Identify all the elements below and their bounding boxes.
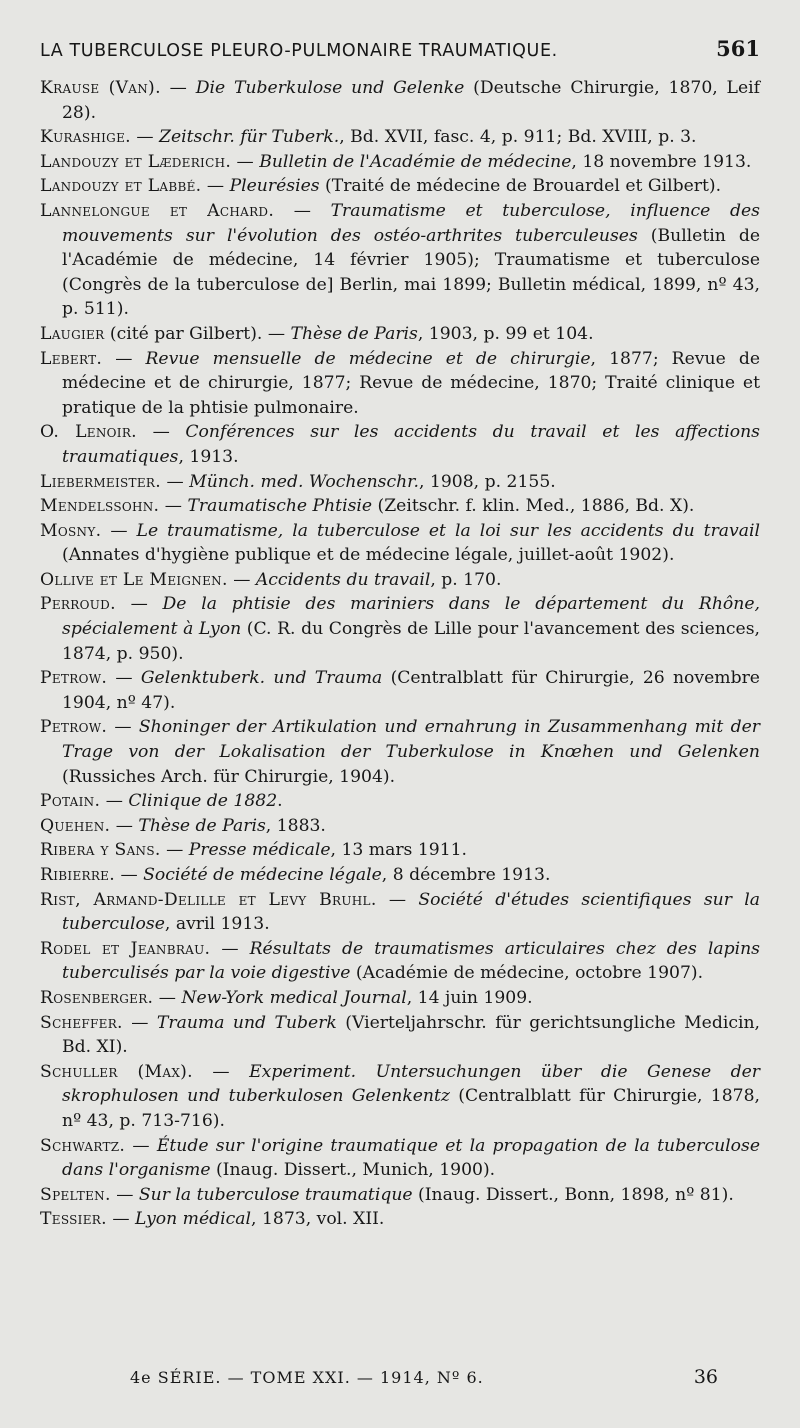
reference-details: , p. 170. [430,569,502,590]
reference-entry [40,888,760,937]
reference-entry [40,322,760,347]
reference-title: Société d'études scientifiques sur la tuberculose [62,889,760,935]
reference-entry [40,789,760,814]
reference-details: , 8 décembre 1913. [381,865,551,885]
reference-entry [40,470,760,495]
reference-title: Thèse de Paris [138,815,266,836]
reference-separator: — [107,668,141,689]
reference-author: Landouzy et Læderich. [40,151,232,172]
reference-details: (Académie de médecine, octobre 1907). [350,963,704,984]
reference-details: , 1908, p. 2155. [418,471,556,492]
reference-title: Zeitschr. für Tuberk. [159,127,340,148]
reference-author: Ollive et Le Meignen. [40,569,228,590]
reference-author: Petrow. [40,668,108,689]
reference-author: Scheffer. [40,1012,123,1033]
reference-details: , Bd. XVII, fasc. 4, p. 911; Bd. XVIII, p. 3. [339,127,697,148]
reference-details: , 1877; Revue de médecine et de chirurgie, 1877; Revue de médecine, 1870; Traité clinique et pratique de la phtisie pulmonaire. [62,348,760,418]
reference-entry [40,76,760,125]
reference-author: Spelten. [40,1184,111,1205]
running-header [40,36,760,76]
reference-details: (Russiches Arch. für Chirurgie, 1904). [62,766,396,787]
reference-details: (Centralblatt für Chirurgie, 1878, nº 43, p. 713-716). [62,1086,760,1131]
reference-details: (Traité de médecine de Brouardel et Gilbert). [319,176,722,197]
reference-details: , 1873, vol. XII. [251,1209,385,1230]
reference-separator: — [115,865,144,885]
reference-author: Potain. [40,791,101,812]
reference-separator: — [201,176,230,197]
reference-details: (Annates d'hygiène publique et de médecine légale, juillet-août 1902). [62,545,675,566]
reference-separator: (cité par Gilbert). — [104,323,291,344]
reference-author: Quehen. [40,815,111,836]
reference-entry [40,174,760,199]
reference-title: Shoninger der Artikulation und ernahrung in Zusammenhang mit der Trage von der Lokalisation der Tuberkulose in Knœhen und Gelenken [62,717,760,763]
reference-author: Rist, Armand-Delille et Levy Bruhl. [40,889,377,910]
reference-entry [40,1183,760,1208]
reference-title: Lyon médical [134,1209,252,1230]
reference-author: Lannelongue et Achard. [40,200,275,221]
reference-author: Ribierre. [40,865,115,885]
reference-author: Schwartz. [40,1135,126,1156]
reference-entry [40,494,760,519]
reference-title: Bulletin de l'Académie de médecine [259,151,572,172]
reference-entry [40,937,760,986]
reference-details: , avril 1913. [164,914,270,935]
reference-details: (Inaug. Dissert., Bonn, 1898, nº 81). [412,1184,734,1205]
reference-separator: — [100,791,129,812]
reference-details: (Bulletin de l'Académie de médecine, 14 février 1905); Traumatisme et tuberculose (Congrès de la tuberculose de] Berlin, mai 1899; Bulletin médical, 1899, nº 43, p. 511). [62,225,760,320]
reference-title: Pleurésies [229,176,320,197]
reference-title: Sur la tuberculose traumatique [138,1184,413,1205]
sheet-number: 36 [693,1366,718,1388]
reference-entry [40,347,760,421]
reference-details: . [277,791,283,812]
printer-signature: 4e SÉRIE. — TOME XXI. — 1914, Nº 6. [130,1368,484,1387]
reference-details: , 13 mars 1911. [330,840,468,861]
reference-entry [40,986,760,1011]
reference-separator: — [122,1012,157,1033]
reference-entry [40,1134,760,1183]
page-footer [42,1366,760,1388]
reference-title: Conférences sur les accidents du travail et les affections traumatiques [62,422,760,467]
reference-separator: — [159,496,188,517]
reference-separator: — [110,815,139,836]
reference-separator: — [130,127,160,148]
reference-title: Étude sur l'origine traumatique et la propagation de la tuberculose dans l'organisme [62,1135,760,1181]
reference-separator: — [102,348,146,369]
reference-title: Trauma und Tuberk [156,1012,337,1033]
reference-title: Experiment. Untersuchungen über die Genese der skrophulosen und tuberkulosen Gelenkentz [62,1061,760,1107]
reference-entry [40,420,760,469]
reference-author: Lebert. [40,348,103,369]
reference-entry [40,1011,760,1060]
reference-separator: — [107,717,139,738]
reference-separator: — [160,840,189,861]
reference-separator: — [115,594,163,615]
reference-separator: — [153,987,182,1008]
reference-entry [40,666,760,715]
reference-separator: — [106,1209,135,1230]
reference-author: Perroud. [40,594,116,615]
reference-entry [40,1207,760,1232]
reference-entry [40,715,760,789]
reference-title: Traumatisme et tuberculose, influence des mouvements sur l'évolution des ostéo-arthrites tuberculeuses [62,200,760,246]
reference-separator: — [101,520,137,541]
reference-entry [40,568,760,593]
reference-entry [40,814,760,839]
reference-author: Rodel et Jeanbrau. [40,938,211,959]
reference-author: Ribera y Sans. [40,840,161,861]
reference-separator: — [161,471,190,492]
reference-author: Liebermeister. [40,471,161,492]
reference-title: New-York medical Journal [181,987,407,1008]
reference-details: (Inaug. Dissert., Munich, 1900). [210,1160,496,1181]
reference-title: Société de médecine légale [143,865,382,885]
reference-separator: — [376,889,419,910]
reference-author: Krause (Van). [40,78,161,98]
reference-separator: — [160,78,196,98]
reference-title: Accidents du travail [255,569,431,590]
reference-author: Rosenberger. [40,987,154,1008]
reference-entry [40,150,760,175]
reference-title: Die Tuberkulose und Gelenke [195,78,465,98]
reference-details: , 1883. [265,815,326,836]
reference-details: (C. R. du Congrès de Lille pour l'avancement des sciences, 1874, p. 950). [62,619,760,664]
reference-details: , 1913. [178,446,239,467]
running-title: LA TUBERCULOSE PLEURO-PULMONAIRE TRAUMATIQUE. [40,41,558,61]
reference-entry [40,863,760,888]
reference-details: (Centralblatt für Chirurgie, 26 novembre 1904, nº 47). [62,668,760,713]
reference-author: Mendelssohn. [40,496,160,517]
reference-details: , 18 novembre 1913. [571,151,752,172]
reference-title: Résultats de traumatismes articulaires chez des lapins tuberculisés par la voie digestive [62,938,760,984]
reference-author: Tessier. [40,1209,107,1230]
reference-title: Revue mensuelle de médecine et de chirurgie [145,348,591,369]
reference-author: Kurashige. [40,127,131,148]
reference-details: (Vierteljahrschr. für gerichtsungliche Medicin, Bd. XI). [62,1012,760,1058]
reference-details: (Deutsche Chirurgie, 1870, Leif 28). [62,78,761,123]
reference-author: Landouzy et Labbé. [40,176,202,197]
reference-title: Gelenktuberk. und Trauma [140,668,383,689]
reference-separator: — [192,1061,250,1082]
reference-entry [40,592,760,666]
reference-separator: — [274,200,331,221]
reference-entry [40,1060,760,1134]
reference-author: Laugier [40,323,105,344]
reference-author: Mosny. [40,520,102,541]
reference-title: Traumatische Phtisie [187,496,373,517]
reference-separator: — [210,938,250,959]
reference-author: Schuller (Max). [40,1061,193,1082]
reference-separator: — [136,422,186,443]
reference-title: Presse médicale [188,840,331,861]
bibliography-list [40,76,760,1232]
reference-title: Münch. med. Wochenschr. [189,471,419,492]
reference-details: , 14 juin 1909. [406,987,533,1008]
reference-entry [40,519,760,568]
reference-separator: — [125,1135,157,1156]
reference-entry [40,838,760,863]
reference-separator: — [110,1184,139,1205]
reference-details: (Zeitschr. f. klin. Med., 1886, Bd. X). [372,496,695,517]
reference-separator: — [227,569,256,590]
reference-entry [40,125,760,150]
reference-separator: — [231,151,260,172]
page-number: 561 [716,36,760,61]
reference-title: Le traumatisme, la tuberculose et la loi sur les accidents du travail [136,520,760,541]
reference-entry [40,199,760,322]
reference-title: Clinique de 1882 [128,791,278,812]
reference-author: Petrow. [40,717,108,738]
reference-details: , 1903, p. 99 et 104. [417,323,594,344]
reference-author: O. Lenoir. [40,422,137,443]
reference-title: De la phtisie des mariniers dans le département du Rhône, spécialement à Lyon [62,594,760,640]
reference-title: Thèse de Paris [290,323,418,344]
